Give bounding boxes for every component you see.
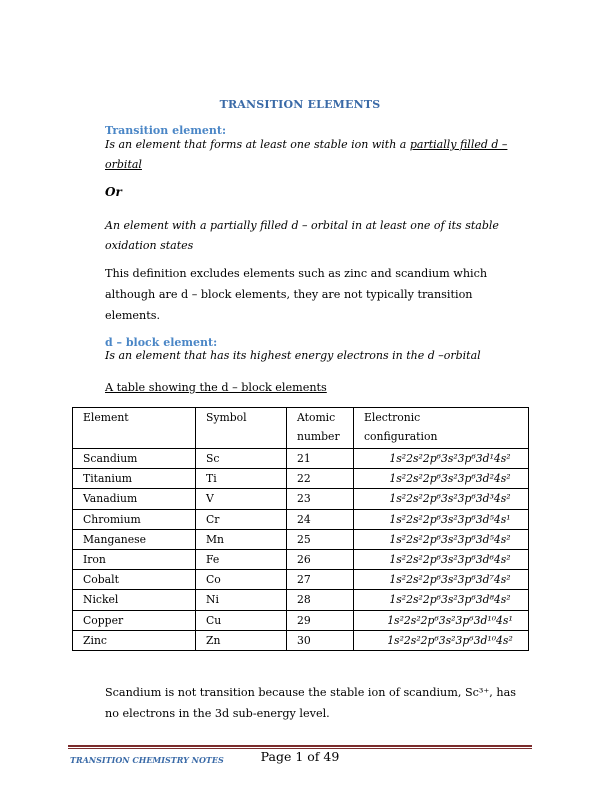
element-name: Titanium [73,469,196,489]
element-name: Chromium [73,509,196,529]
element-name: Vanadium [73,489,196,509]
element-symbol: Zn [196,630,287,650]
element-name: Copper [73,610,196,630]
table-row [73,590,529,610]
definition-underlined-text: partially filled d – [409,138,508,151]
element-symbol: V [196,489,287,509]
atomic-number: 21 [287,449,354,469]
electron-config: 1s²2s²2p⁶3s²3p⁶3d⁷4s² [354,570,529,590]
footer-document-title: TRANSITION CHEMISTRY NOTES [70,755,224,765]
table-row [73,529,529,549]
element-name: Nickel [73,590,196,610]
element-name: Iron [73,549,196,569]
table-row [73,570,529,590]
header-electronic-configuration: Electronic configuration [354,408,529,449]
d-block-definition: Is an element that has its highest energy electrons in the d –orbital [105,349,481,362]
electron-config: 1s²2s²2p⁶3s²3p⁶3d⁵4s² [354,529,529,549]
transition-element-definition-line2: orbital [105,158,142,171]
transition-element-heading: Transition element: [105,124,227,137]
element-name: Zinc [73,630,196,650]
element-name: Scandium [73,449,196,469]
paragraph-2-line2: no electrons in the 3d sub-energy level. [105,707,330,720]
electron-config: 1s²2s²2p⁶3s²3p⁶3d³4s² [354,489,529,509]
header-atomic-number: Atomic number [287,408,354,449]
definition-text: Is an element that forms at least one stable ion with a [105,138,410,151]
element-symbol: Fe [196,549,287,569]
element-symbol: Ni [196,590,287,610]
table-row [73,469,529,489]
electron-config: 1s²2s²2p⁶3s²3p⁶3d⁶4s² [354,549,529,569]
element-symbol: Co [196,570,287,590]
footer-page-number: Page 1 of 49 [260,749,340,764]
atomic-number: 22 [287,469,354,489]
paragraph-2-line1: Scandium is not transition because the stable ion of scandium, Sc³⁺, has [105,686,517,699]
header-symbol: Symbol [196,408,287,449]
atomic-number: 28 [287,590,354,610]
paragraph-1-line3: elements. [105,309,161,322]
paragraph-1-line2: although are d – block elements, they are not typically transition [105,288,473,301]
element-name: Manganese [73,529,196,549]
electron-config: 1s²2s²2p⁶3s²3p⁶3d²4s² [354,469,529,489]
electron-config: 1s²2s²2p⁶3s²3p⁶3d¹⁰4s² [354,630,529,650]
d-block-heading: d – block element: [105,336,218,349]
table-row [73,549,529,569]
paragraph-1-line1: This definition excludes elements such as zinc and scandium which [105,267,488,280]
footer-rule [68,745,532,747]
atomic-number: 30 [287,630,354,650]
electron-config: 1s²2s²2p⁶3s²3p⁶3d⁵4s¹ [354,509,529,529]
table-row [73,449,529,469]
table-row [73,630,529,650]
table-header-row [73,408,529,449]
atomic-number: 27 [287,570,354,590]
table-row [73,610,529,630]
atomic-number: 23 [287,489,354,509]
table-row [73,489,529,509]
element-symbol: Cr [196,509,287,529]
atomic-number: 29 [287,610,354,630]
atomic-number: 25 [287,529,354,549]
electron-config: 1s²2s²2p⁶3s²3p⁶3d⁸4s² [354,590,529,610]
page-title: TRANSITION ELEMENTS [219,98,381,111]
header-element: Element [73,408,196,449]
atomic-number: 24 [287,509,354,529]
or-label: Or [105,185,122,199]
transition-element-definition-line1 [105,135,507,155]
table-caption: A table showing the d – block elements [105,381,327,394]
alt-definition-line2: oxidation states [105,239,194,252]
element-symbol: Cu [196,610,287,630]
element-symbol: Sc [196,449,287,469]
alt-definition-line1: An element with a partially filled d – orbital in at least one of its stable [105,219,499,232]
table-row [73,509,529,529]
electron-config: 1s²2s²2p⁶3s²3p⁶3d¹4s² [354,449,529,469]
element-name: Cobalt [73,570,196,590]
atomic-number: 26 [287,549,354,569]
electron-config: 1s²2s²2p⁶3s²3p⁶3d¹⁰4s¹ [354,610,529,630]
element-symbol: Mn [196,529,287,549]
d-block-elements-table [72,407,529,651]
element-symbol: Ti [196,469,287,489]
